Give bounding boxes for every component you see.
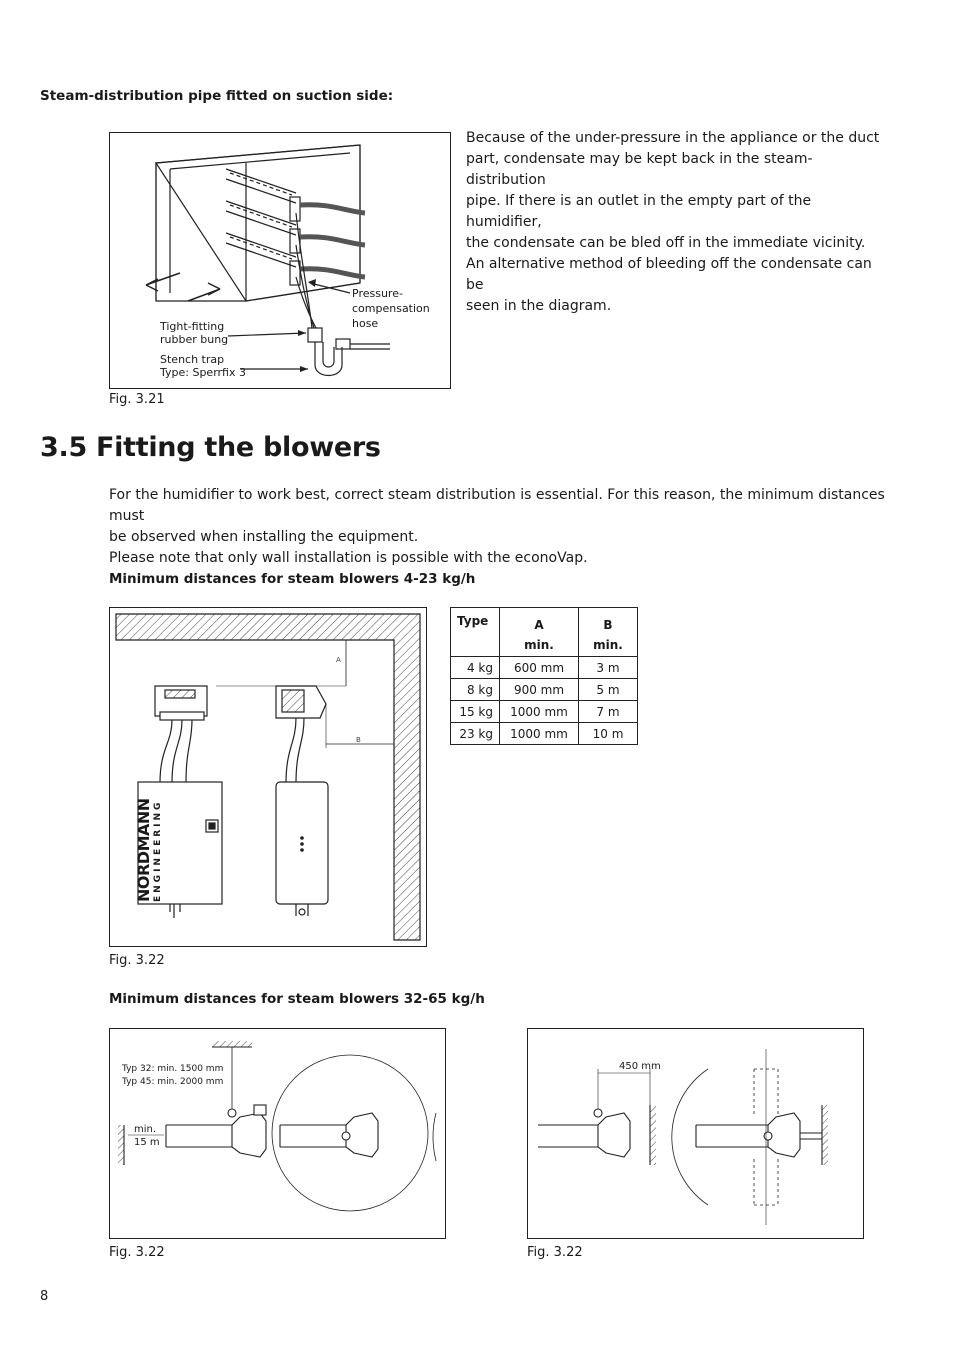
figure-3-21 [109,132,451,389]
cell: 3 m [579,657,638,679]
cell: 900 mm [500,679,579,701]
fig-3-22-small-caption: Fig. 3.22 [109,953,165,968]
min-distance-label: min. 15 m [134,1124,160,1148]
header-type: Type [451,608,500,657]
cell: 4 kg [451,657,500,679]
section-intro: For the humidifier to work best, correct steam distribution is essential. For this reason, the minimum distances must be observed when installing the equipment. Please note that only wall installation is possible with the econoVap. [109,487,885,566]
wall-clearance-diagram [528,1029,863,1238]
typ-label: Typ 32: min. 1500 mm Typ 45: min. 2000 mm [122,1064,224,1087]
fig-3-22-large-left-caption: Fig. 3.22 [109,1245,165,1260]
dim-b-label: B [356,736,361,744]
distance-table [450,607,638,745]
table-header-row [451,608,638,657]
cell: 7 m [579,701,638,723]
pressure-hose-label: Pressure- compensation hose [352,287,430,330]
header-a: A min. [500,608,579,657]
stench-trap-label: Stench trap Type: Sperrfix 3 [160,353,246,379]
table-row [451,701,638,723]
header-b: B min. [579,608,638,657]
cell: 1000 mm [500,723,579,745]
fig-3-22-large-right-caption: Fig. 3.22 [527,1245,583,1260]
table-row [451,723,638,745]
figure-3-22-large-left [109,1028,446,1239]
suction-paragraph: Because of the under-pressure in the appliance or the duct part, condensate may be kept back in the steam-distribution pipe. If there is an outlet in the empty part of the humidifier, the condensate can be bled off in the immediate vicinity. An alternative method of bleeding off the condensate can be seen in the diagram. [466,130,880,314]
figure-3-22-small [109,607,427,947]
brand-logo: NORDMANN ENGINEERING [134,798,163,902]
small-blowers-heading: Minimum distances for steam blowers 4-23 kg/h [109,571,476,587]
fig-3-21-caption: Fig. 3.21 [109,392,165,407]
cell: 10 m [579,723,638,745]
table-row [451,679,638,701]
cell: 1000 mm [500,701,579,723]
wall-distance-label: 450 mm [619,1061,661,1072]
suction-heading: Steam-distribution pipe fitted on suction side: [40,88,394,104]
cell: 23 kg [451,723,500,745]
large-blowers-heading: Minimum distances for steam blowers 32-65 kg/h [109,991,485,1007]
duct-diagram [110,133,450,388]
figure-3-22-large-right [527,1028,864,1239]
cell: 600 mm [500,657,579,679]
cell: 5 m [579,679,638,701]
cell: 8 kg [451,679,500,701]
section-title: 3.5 Fitting the blowers [40,432,381,463]
ceiling-clearance-diagram [110,1029,445,1238]
table-row [451,657,638,679]
dim-a-label: A [336,656,341,664]
cell: 15 kg [451,701,500,723]
rubber-bung-label: Tight-fitting rubber bung [160,320,229,346]
page-number: 8 [40,1289,49,1304]
